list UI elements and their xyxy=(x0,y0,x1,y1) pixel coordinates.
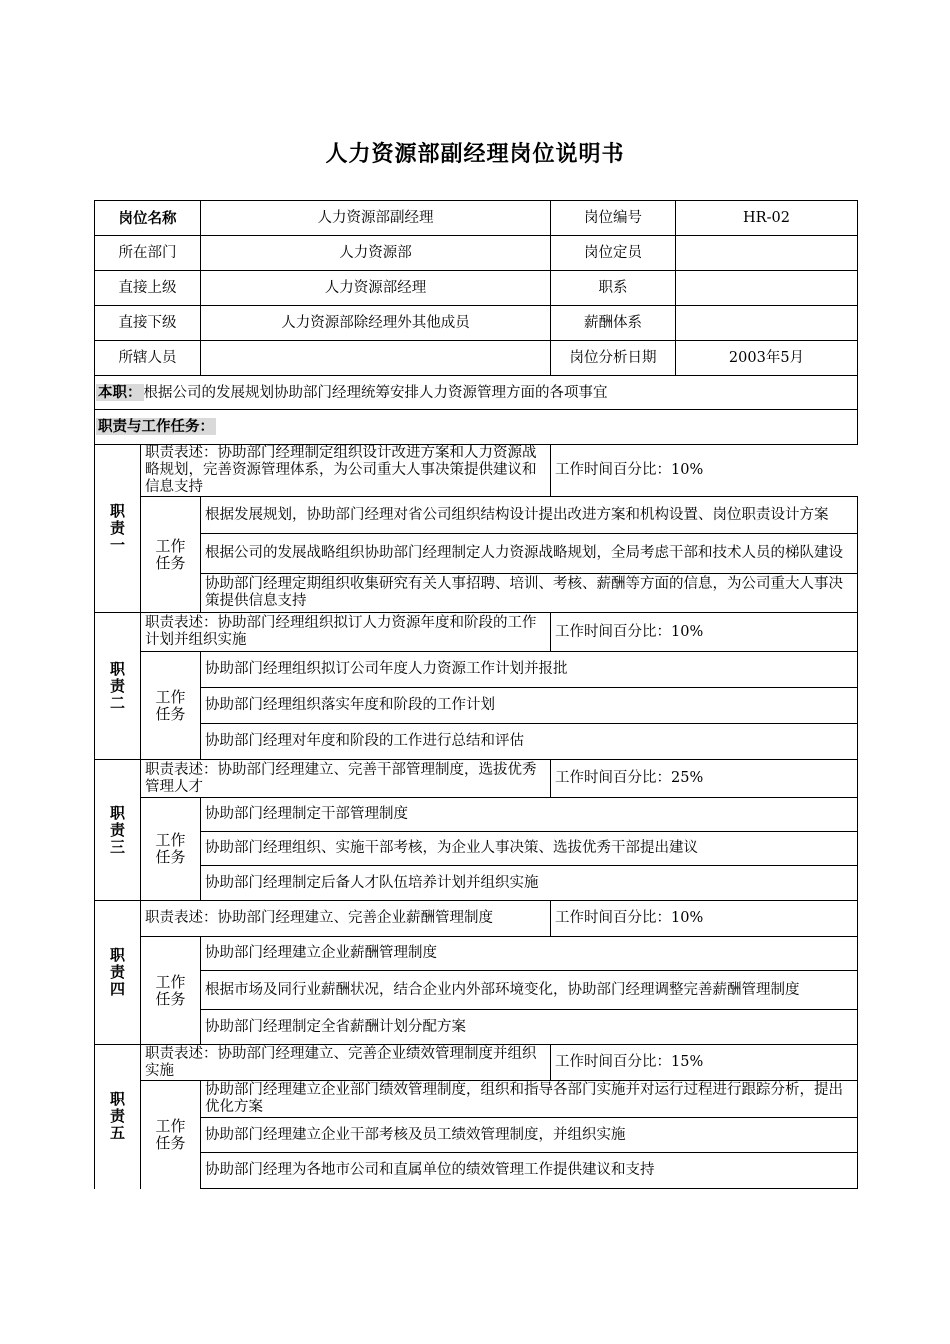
value-supervisor: 人力资源部经理 xyxy=(201,271,551,306)
duty-1-task-3: 协助部门经理定期组织收集研究有关人事招聘、培训、考核、薪酬等方面的信息，为公司重大人事决策提供信息支持 xyxy=(201,574,858,613)
basic-row-5 xyxy=(95,341,858,376)
job-description-table xyxy=(94,200,858,1189)
core-duty-label: 本职： xyxy=(98,383,142,401)
duty-4-label: 职 责 四 xyxy=(95,901,141,1045)
duty-5-task-1: 协助部门经理建立企业部门绩效管理制度，组织和指导各部门实施并对运行过程进行跟踪分析，提出优化方案 xyxy=(201,1081,858,1118)
duty-1-task-3-row xyxy=(95,574,858,613)
duty-2-task-label: 工作 任务 xyxy=(141,652,201,760)
duty-1-task-1-row xyxy=(95,497,858,534)
duty-1-task-2: 根据公司的发展战略组织协助部门经理制定人力资源战略规划，全局考虑干部和技术人员的梯队建设 xyxy=(201,534,858,574)
value-department: 人力资源部 xyxy=(201,236,551,271)
duty-4-task-1-row xyxy=(95,937,858,971)
duty-2-task-1: 协助部门经理组织拟订公司年度人力资源工作计划并报批 xyxy=(201,652,858,688)
value-salary-system xyxy=(676,306,858,341)
duty-3-task-label: 工作 任务 xyxy=(141,798,201,901)
label-job-family: 职系 xyxy=(551,271,676,306)
label-position-name: 岗位名称 xyxy=(95,201,201,236)
label-analysis-date: 岗位分析日期 xyxy=(551,341,676,376)
label-subordinates: 直接下级 xyxy=(95,306,201,341)
duty-2-task-3: 协助部门经理对年度和阶段的工作进行总结和评估 xyxy=(201,724,858,760)
duty-2-desc: 职责表述：协助部门经理组织拟订人力资源年度和阶段的工作计划并组织实施 xyxy=(141,613,551,652)
duty-2-task-3-row xyxy=(95,724,858,760)
duty-1-label: 职 责 一 xyxy=(95,445,141,613)
basic-row-2 xyxy=(95,236,858,271)
duty-2-task-1-row xyxy=(95,652,858,688)
basic-row-4 xyxy=(95,306,858,341)
duty-4-task-2-row xyxy=(95,971,858,1010)
duty-3-label: 职 责 三 xyxy=(95,760,141,901)
duty-3-task-3-row xyxy=(95,866,858,901)
label-department: 所在部门 xyxy=(95,236,201,271)
label-headcount: 岗位定员 xyxy=(551,236,676,271)
duty-5-label: 职 责 五 xyxy=(95,1045,141,1189)
duty-2-task-2-row xyxy=(95,688,858,724)
duty-2-pct: 工作时间百分比：10% xyxy=(551,613,858,652)
duty-3-pct: 工作时间百分比：25% xyxy=(551,760,858,798)
section-label: 职责与工作任务： xyxy=(98,418,214,435)
duty-4-desc-row xyxy=(95,901,858,937)
duty-3-task-1: 协助部门经理制定干部管理制度 xyxy=(201,798,858,832)
section-label-row xyxy=(95,410,858,445)
duty-5-pct: 工作时间百分比：15% xyxy=(551,1045,858,1081)
basic-row-3 xyxy=(95,271,858,306)
core-duty-text: 根据公司的发展规划协助部门经理统筹安排人力资源管理方面的各项事宜 xyxy=(143,384,608,401)
label-supervisor: 直接上级 xyxy=(95,271,201,306)
label-staff: 所辖人员 xyxy=(95,341,201,376)
value-position-name: 人力资源部副经理 xyxy=(201,201,551,236)
duty-5-task-label: 工作 任务 xyxy=(141,1081,201,1189)
duty-2-label: 职 责 二 xyxy=(95,613,141,760)
duty-5-task-2: 协助部门经理建立企业干部考核及员工绩效管理制度，并组织实施 xyxy=(201,1118,858,1153)
duty-5-task-3: 协助部门经理为各地市公司和直属单位的绩效管理工作提供建议和支持 xyxy=(201,1153,858,1189)
value-staff xyxy=(201,341,551,376)
duty-2-desc-row xyxy=(95,613,858,652)
duty-5-desc-row xyxy=(95,1045,858,1081)
label-position-code: 岗位编号 xyxy=(551,201,676,236)
duty-5-task-2-row xyxy=(95,1118,858,1153)
duty-4-desc: 职责表述：协助部门经理建立、完善企业薪酬管理制度 xyxy=(141,901,551,937)
duty-4-task-2: 根据市场及同行业薪酬状况，结合企业内外部环境变化，协助部门经理调整完善薪酬管理制度 xyxy=(201,971,858,1010)
duty-1-task-2-row xyxy=(95,534,858,574)
value-headcount xyxy=(676,236,858,271)
duty-5-task-1-row xyxy=(95,1081,858,1118)
duty-3-desc-row xyxy=(95,760,858,798)
duty-3-task-2: 协助部门经理组织、实施干部考核，为企业人事决策、选拔优秀干部提出建议 xyxy=(201,832,858,866)
duty-1-task-1: 根据发展规划，协助部门经理对省公司组织结构设计提出改进方案和机构设置、岗位职责设计方案 xyxy=(201,497,858,534)
duty-3-desc: 职责表述：协助部门经理建立、完善干部管理制度，选拔优秀管理人才 xyxy=(141,760,551,798)
value-subordinates: 人力资源部除经理外其他成员 xyxy=(201,306,551,341)
duty-5-task-3-row xyxy=(95,1153,858,1189)
label-salary-system: 薪酬体系 xyxy=(551,306,676,341)
duty-4-task-1: 协助部门经理建立企业薪酬管理制度 xyxy=(201,937,858,971)
duty-1-pct: 工作时间百分比：10% xyxy=(551,445,858,497)
duty-3-task-1-row xyxy=(95,798,858,832)
duty-1-task-label: 工作 任务 xyxy=(141,497,201,613)
duty-4-pct: 工作时间百分比：10% xyxy=(551,901,858,937)
page-title: 人力资源部副经理岗位说明书 xyxy=(325,141,625,167)
duty-3-task-3: 协助部门经理制定后备人才队伍培养计划并组织实施 xyxy=(201,866,858,901)
duty-4-task-3-row xyxy=(95,1010,858,1045)
duty-5-desc: 职责表述：协助部门经理建立、完善企业绩效管理制度并组织实施 xyxy=(141,1045,551,1081)
value-analysis-date: 2003年5月 xyxy=(676,341,858,376)
duty-1-desc-row xyxy=(95,445,858,497)
duty-4-task-label: 工作 任务 xyxy=(141,937,201,1045)
duty-4-task-3: 协助部门经理制定全省薪酬计划分配方案 xyxy=(201,1010,858,1045)
core-duty-row xyxy=(95,376,858,410)
basic-row-1 xyxy=(95,201,858,236)
duty-3-task-2-row xyxy=(95,832,858,866)
duty-1-desc: 职责表述：协助部门经理制定组织设计改进方案和人力资源战略规划，完善资源管理体系，为公司重大人事决策提供建议和信息支持 xyxy=(141,445,551,497)
duty-2-task-2: 协助部门经理组织落实年度和阶段的工作计划 xyxy=(201,688,858,724)
value-job-family xyxy=(676,271,858,306)
value-position-code: HR-02 xyxy=(676,201,858,236)
